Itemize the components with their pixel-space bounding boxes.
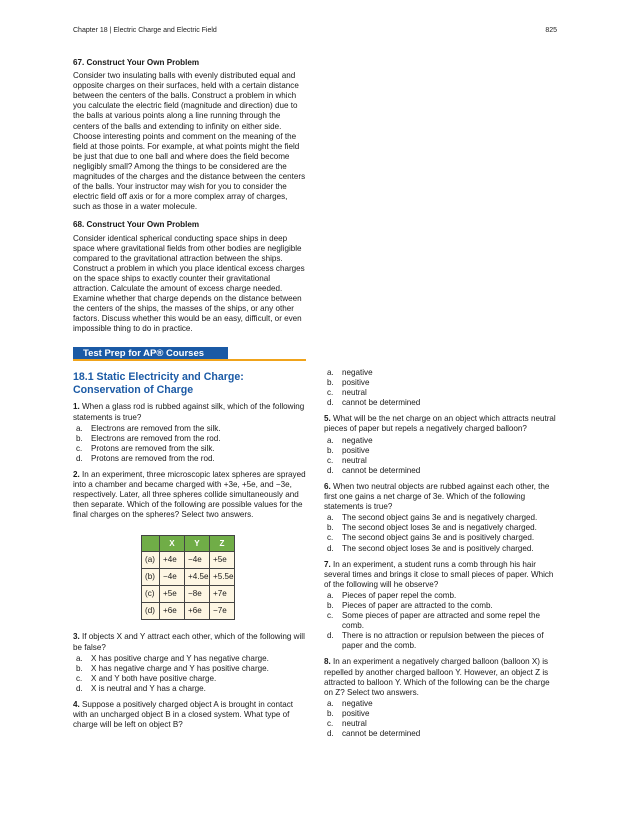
question-5: 5. What will be the net charge on an object which attracts neutral pieces of paper but repels a negatively charged balloon? xyxy=(324,414,556,434)
table-cell: +5e xyxy=(160,586,185,603)
table-cell: +4e xyxy=(160,552,185,569)
question-8: 8. In an experiment a negatively charged balloon (balloon X) is repelled by another charged balloon Y. However, an object Z is attracted to balloon Y. Which of the following can be the charge on Z? Select two answers. xyxy=(324,657,550,697)
table-cell: −4e xyxy=(160,569,185,586)
list-item: b. positive xyxy=(327,445,370,455)
table-cell: +6e xyxy=(160,603,185,620)
table-cell: +4.5e xyxy=(185,569,210,586)
list-item: c. neutral xyxy=(327,455,367,465)
right-column xyxy=(324,368,557,745)
table-corner xyxy=(142,536,160,552)
list-item: b. Electrons are removed from the rod. xyxy=(76,433,221,443)
table-row xyxy=(142,569,235,586)
list-item: b. X has negative charge and Y has positive charge. xyxy=(76,663,269,673)
list-item: c. Some pieces of paper are attracted and some repel the comb. xyxy=(327,611,540,631)
question-5-options xyxy=(324,436,557,476)
left-column xyxy=(73,58,306,731)
list-item: d. There is no attraction or repulsion between the pieces of paper and the comb. xyxy=(327,631,544,651)
table-row xyxy=(142,603,235,620)
row-label: (a) xyxy=(142,552,160,569)
list-item: d. cannot be determined xyxy=(327,398,421,408)
list-item: d. cannot be determined xyxy=(327,729,421,739)
list-item: b. positive xyxy=(327,708,370,718)
section-title: 18.1 Static Electricity and Charge: Conservation of Charge xyxy=(73,371,244,396)
question-7: 7. In an experiment, a student runs a comb through his hair several times and brings it close to small pieces of paper. Which of the following will he observe? xyxy=(324,559,554,589)
column-header: X xyxy=(160,536,185,552)
test-prep-title: Test Prep for AP® Courses xyxy=(73,347,228,360)
table-cell: −4e xyxy=(185,552,210,569)
problem-68-title: 68. Construct Your Own Problem xyxy=(73,220,200,230)
list-item: c. The second object gains 3e and is positively charged. xyxy=(327,533,535,543)
list-item: c. Protons are removed from the silk. xyxy=(76,443,215,453)
table-header-row xyxy=(142,536,235,552)
list-item: b. Pieces of paper are attracted to the comb. xyxy=(327,600,493,610)
table-row xyxy=(142,552,235,569)
table-cell: +5e xyxy=(210,552,235,569)
question-6: 6. When two neutral objects are rubbed against each other, the first one gains a net charge of 3e. Which of the following statements is true? xyxy=(324,481,550,512)
list-item: a. negative xyxy=(327,435,373,445)
problem-67-title: 67. Construct Your Own Problem xyxy=(73,58,200,67)
list-item: c. neutral xyxy=(327,388,367,398)
table-cell: +6e xyxy=(185,603,210,620)
list-item: b. The second object loses 3e and is negatively charged. xyxy=(327,523,537,533)
list-item: d. cannot be determined xyxy=(327,465,421,475)
band-rule xyxy=(73,359,306,361)
list-item: a. X has positive charge and Y has negative charge. xyxy=(76,653,269,663)
list-item: a. Electrons are removed from the silk. xyxy=(76,423,221,433)
question-2: 2. In an experiment, three microscopic latex spheres are sprayed into a chamber and became charged with +3e, +5e, and −3e, respectively. Later, all three spheres collide simultaneously and then separate. Which of the following are possible values for the final charges on the spheres? Select two answers. xyxy=(73,470,306,520)
test-prep-band xyxy=(73,347,306,361)
problem-68-text: Consider identical spherical conducting space ships in deep space where gravitational fields from other bodies are negligible compared to the gravitational attraction between the ships. Construct a problem in which you place identical excess charges on the space ships to exactly counter their gravitational attraction. Calculate the amount of excess charge needed. Examine whether that charge depends on the distance between the centers of the ships, the masses of the ships, or any other factors. Discuss whether this would be an easy, difficult, or even impossible thing to do in practice. xyxy=(73,233,305,334)
problem-67-text: Consider two insulating balls with evenly distributed equal and opposite charges on their surfaces, held with a certain distance between the centers of the balls. Construct a problem in which you calculate the electric field (magnitude and direction) due to the balls at various points along a line running through the centers of the balls and extending to infinity on either side. Choose interesting points and comment on the meaning of the field at those points. For example, at what points might the field be just that due to one ball and where does the field become negligibly small? Among the things to be considered are the magnitudes of the charges and the distance between the centers of the balls. Your instructor may wish for you to consider the electric field off axis or for a more complex array of charges, such as those in a water molecule. xyxy=(73,71,306,212)
page-number: 825 xyxy=(545,27,557,34)
row-label: (b) xyxy=(142,569,160,586)
question-3: 3. If objects X and Y attract each other, which of the following will be false? xyxy=(73,632,305,652)
table-cell: −8e xyxy=(185,586,210,603)
row-label: (d) xyxy=(142,603,160,620)
question-1: 1. When a glass rod is rubbed against silk, which of the following statements is true? xyxy=(73,402,305,422)
table-cell: +7e xyxy=(210,586,235,603)
list-item: d. X is neutral and Y has a charge. xyxy=(76,683,206,693)
table-row xyxy=(142,586,235,603)
question-6-options xyxy=(324,513,557,553)
table-cell: +5.5e xyxy=(210,569,235,586)
question-3-options xyxy=(73,654,306,694)
question-1-options xyxy=(73,424,306,464)
running-header-chapter: Chapter 18 | Electric Charge and Electric Field xyxy=(73,27,217,34)
list-item: a. negative xyxy=(327,368,373,377)
list-item: b. positive xyxy=(327,378,370,388)
question-7-options xyxy=(324,591,557,652)
list-item: c. neutral xyxy=(327,719,367,728)
question-4: 4. Suppose a positively charged object A is brought in contact with an uncharged object B in a closed system. What type of charge will be left on object B? xyxy=(73,700,294,730)
list-item: a. Pieces of paper repel the comb. xyxy=(327,590,457,600)
column-header: Z xyxy=(210,536,235,552)
list-item: d. Protons are removed from the rod. xyxy=(76,453,215,463)
list-item: c. X and Y both have positive charge. xyxy=(76,673,217,683)
row-label: (c) xyxy=(142,586,160,603)
charge-table xyxy=(141,535,235,620)
column-header: Y xyxy=(185,536,210,552)
table-cell: −7e xyxy=(210,603,235,620)
question-4-options xyxy=(324,368,557,408)
question-8-options xyxy=(324,699,557,739)
list-item: a. negative xyxy=(327,698,373,708)
list-item: d. The second object loses 3e and is positively charged. xyxy=(327,543,534,553)
list-item: a. The second object gains 3e and is negatively charged. xyxy=(327,513,538,523)
